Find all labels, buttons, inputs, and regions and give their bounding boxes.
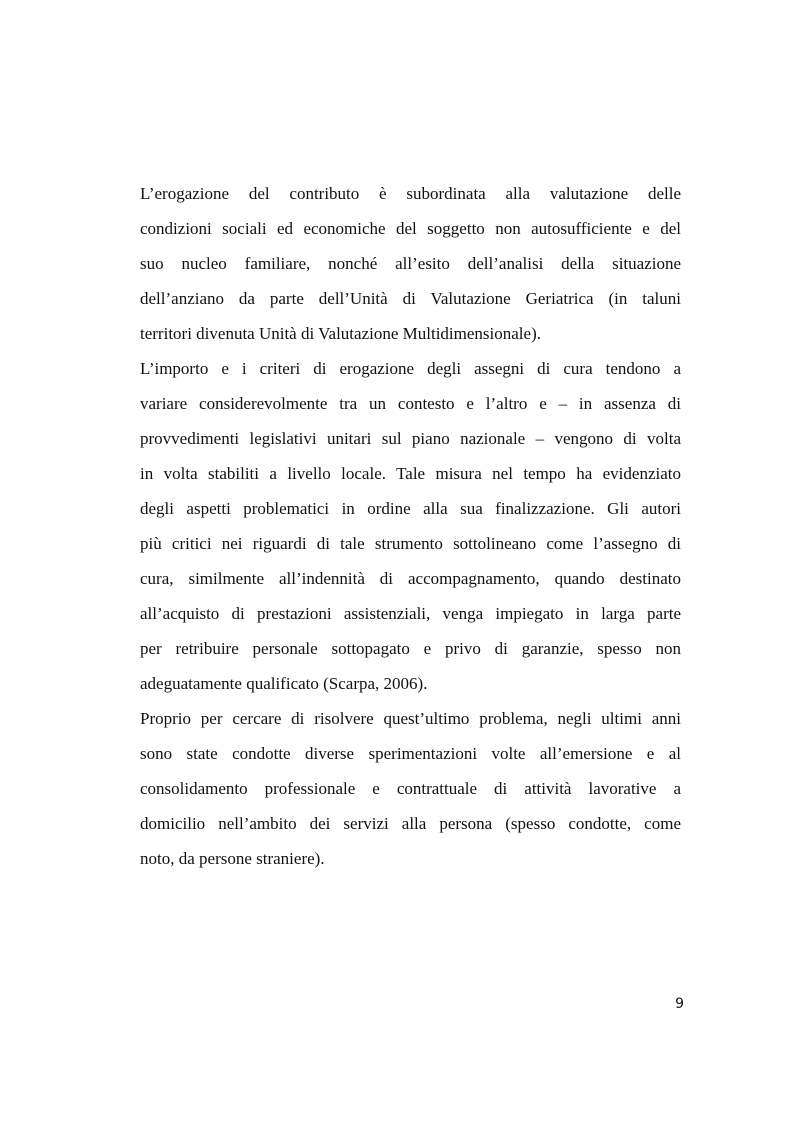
text-line: domicilio nell’ambito dei servizi alla persona (spesso condotte, come — [140, 814, 681, 833]
text-line: in volta stabiliti a livello locale. Tale misura nel tempo ha evidenziato — [140, 464, 681, 483]
text-line: all’acquisto di prestazioni assistenziali, venga impiegato in larga parte — [140, 604, 681, 623]
text-line: dell’anziano da parte dell’Unità di Valutazione Geriatrica (in taluni — [140, 289, 681, 308]
text-line: condizioni sociali ed economiche del soggetto non autosufficiente e del — [140, 219, 681, 238]
paragraph-3 — [140, 701, 681, 876]
page-number: 9 — [675, 996, 684, 1012]
text-line: adeguatamente qualificato (Scarpa, 2006). — [140, 674, 428, 693]
text-line: territori divenuta Unità di Valutazione Multidimensionale). — [140, 324, 541, 343]
text-line: consolidamento professionale e contrattuale di attività lavorative a — [140, 779, 681, 798]
text-line: L’erogazione del contributo è subordinata alla valutazione delle — [140, 184, 681, 203]
paragraph-1 — [140, 176, 681, 351]
text-line: cura, similmente all’indennità di accompagnamento, quando destinato — [140, 569, 681, 588]
paragraph-2 — [140, 351, 681, 701]
body-text — [140, 176, 681, 876]
text-line: per retribuire personale sottopagato e privo di garanzie, spesso non — [140, 639, 681, 658]
text-line: Proprio per cercare di risolvere quest’ultimo problema, negli ultimi anni — [140, 709, 681, 728]
text-line: L’importo e i criteri di erogazione degli assegni di cura tendono a — [140, 359, 681, 378]
text-line: sono state condotte diverse sperimentazioni volte all’emersione e al — [140, 744, 681, 763]
text-line: più critici nei riguardi di tale strumento sottolineano come l’assegno di — [140, 534, 681, 553]
text-line: degli aspetti problematici in ordine alla sua finalizzazione. Gli autori — [140, 499, 681, 518]
text-line: noto, da persone straniere). — [140, 849, 325, 868]
text-line: provvedimenti legislativi unitari sul piano nazionale – vengono di volta — [140, 429, 681, 448]
text-line: suo nucleo familiare, nonché all’esito dell’analisi della situazione — [140, 254, 681, 273]
text-line: variare considerevolmente tra un contesto e l’altro e – in assenza di — [140, 394, 681, 413]
